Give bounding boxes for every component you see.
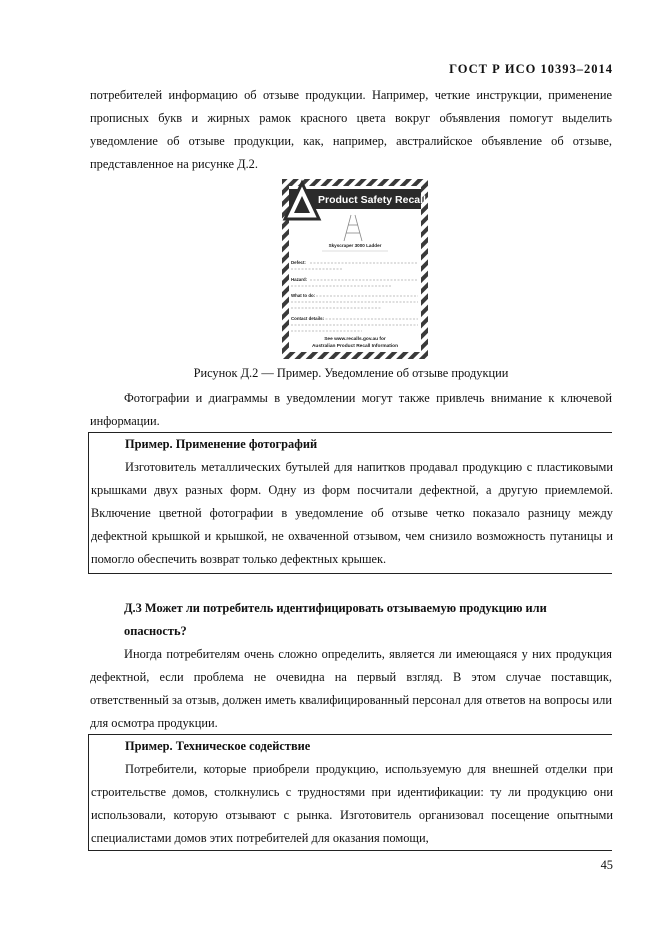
recalls-website: See www.recalls.gov.au for [324, 337, 386, 342]
recall-notice-figure [282, 179, 428, 359]
hazard-label: Hazard: [291, 277, 308, 282]
section-paragraph: Иногда потребителям очень сложно определить, является ли имеющаяся у них продукция дефектной, если проблема не очевидна на первый взгляд. В этом случае поставщик, ответственный за отзыв, должен иметь квалифицированный персонал для ответов на вопросы или для осмотра продукции. [90, 647, 612, 730]
example-text-photos: Изготовитель металлических бутылей для напитков продавал продукцию с пластиковыми крышками двух разных форм. Одну из форм посчитали дефектной, а другую приемлемой. Включение цветной фотографии в уведомление об отзыве четко показало разницу между дефектной крышкой и крышкой, не охваченной отзывом, чем снизило возможность путаницы и помогло обеспечить возврат только дефектных крышек. [91, 460, 613, 566]
banner-title: Product Safety Recall [318, 194, 426, 206]
figure-caption: Рисунок Д.2 — Пример. Уведомление об отзыве продукции [193, 366, 509, 380]
after-figure-paragraph-block [90, 387, 612, 433]
after-figure-paragraph: Фотографии и диаграммы в уведомлении могут также привлечь внимание к ключевой информации. [90, 391, 612, 428]
what-to-do-label: What to do: [291, 293, 316, 298]
intro-paragraph-block [90, 84, 612, 176]
example-box-technical [88, 734, 612, 851]
product-name: Skyscraper 3000 Ladder [328, 243, 382, 248]
defect-label: Defect: [291, 260, 306, 265]
example-title-technical: Пример. Техническое содействие [125, 739, 311, 753]
page-header: ГОСТ Р ИСО 10393–2014 [449, 62, 613, 76]
contact-label: Contact details: [291, 316, 324, 321]
example-box-photos [88, 432, 612, 574]
section-heading-d3: Д.3 Может ли потребитель идентифицировать отзываемую продукцию или опасность? [124, 601, 547, 638]
recall-footer: Australian Product Recall Information [311, 344, 399, 349]
example-text-technical: Потребители, которые приобрели продукцию, используемую для внешней отделки при строительстве домов, столкнулись с трудностями при идентификации: ту ли продукцию они использовали, которую отзывают с рынка. Изготовитель организовал посещение опытными специалистами домов этих потребителей для оказания помощи, [91, 762, 613, 845]
example-title-photos: Пример. Применение фотографий [125, 437, 318, 451]
section-paragraph-block [90, 643, 612, 735]
page-number: 45 [600, 858, 613, 872]
intro-paragraph: потребителей информацию об отзыве продукции. Например, четкие инструкции, применение прописных букв и жирных рамок красного цвета вокруг объявления помогут выделить уведомление об отзыве продукции, как, например, австралийское объявление об отзыве, представленное на рисунке Д.2. [90, 88, 612, 171]
